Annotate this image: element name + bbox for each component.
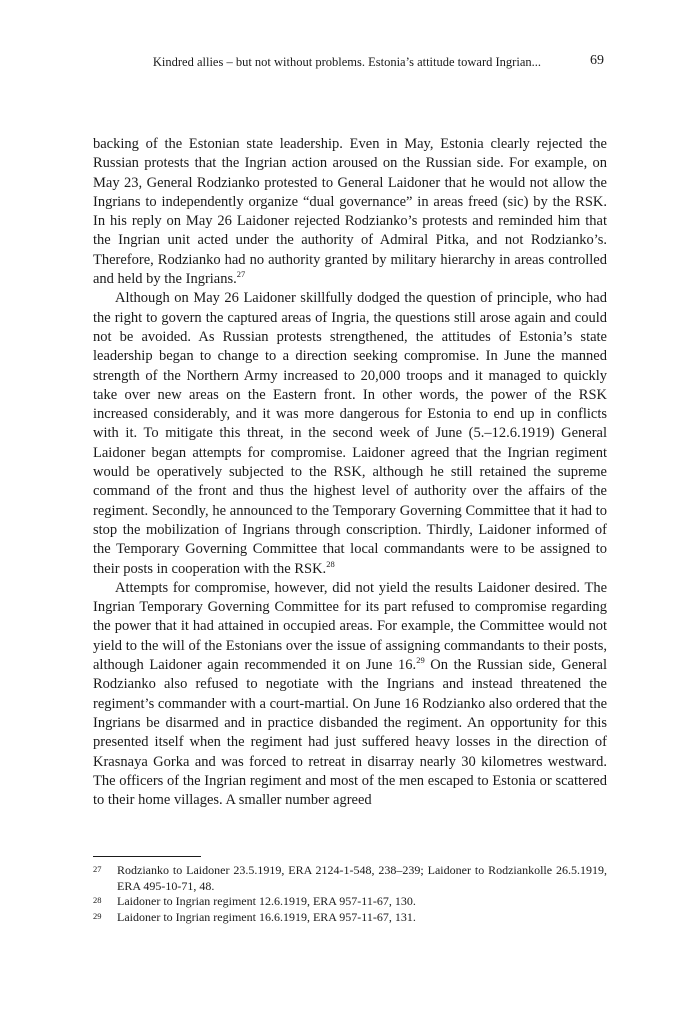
footnote-ref: 27 <box>236 269 246 280</box>
footnote <box>93 894 607 910</box>
footnote-number: 27 <box>93 864 102 874</box>
paragraph <box>93 579 607 811</box>
paragraph-text: On the Russian side, General Rodzianko also refused to negotiate with the Ingrians and instead threatened the regiment’s commander with a court-martial. On June 16 Rodzianko also ordered that the Ingrians be disarmed and in practice disbanded the regiment. An opportunity for this presented itself when the regiment had just suffered heavy losses in the direction of Krasnaya Gorka and was forced to retreat in disarray nearly 30 kilometres westward. The officers of the Ingrian regiment and most of the men escaped to Estonia or scattered to their home villages. A smaller number agreed <box>93 657 607 809</box>
paragraph-text: Although on May 26 Laidoner skillfully dodged the question of principle, who had the right to govern the captured areas of Ingria, the questions still arose again and could not be avoided. As Russian protests strengthened, the attitudes of Estonia’s state leadership began to change to a direction seeking compromise. In June the manned strength of the Northern Army increased to 20,000 troops and it managed to quickly take over new areas on the Eastern front. In other words, the power of the RSK increased considerably, and it was more dangerous for Estonia to end up in conflicts with it. To mitigate this threat, in the second week of June (5.–12.6.1919) General Laidoner began attempts for compromise. Laidoner agreed that the Ingrian regiment would be operatively subjected to the RSK, although he still retained the supreme command of the front and thus the highest level of authority over the affairs of the regiment. Secondly, he announced to the Temporary Governing Committee that it had to stop the mobilization of Ingrians through conscription. Thirdly, Laidoner informed of the Temporary Governing Committee that local commandants were to be assigned to their posts in cooperation with the RSK. <box>93 290 607 577</box>
footnote <box>93 863 607 894</box>
footnote-text: Laidoner to Ingrian regiment 12.6.1919, ERA 957-11-67, 130. <box>117 894 416 908</box>
paragraph <box>93 289 607 578</box>
footnote-number: 28 <box>93 895 102 905</box>
running-title: Kindred allies – but not without problems. Estonia’s attitude toward Ingrian... <box>152 55 541 69</box>
footnote-number: 29 <box>93 910 102 921</box>
paragraph <box>93 135 607 289</box>
footnote-text: Rodzianko to Laidoner 23.5.1919, ERA 2124-1-548, 238–239; Laidoner to Rodziankolle 26.5.1919, ERA 495-10-71, 48. <box>117 863 607 893</box>
paragraph-text: Attempts for compromise, however, did not yield the results Laidoner desired. The Ingrian Temporary Governing Committee for its part refused to compromise regarding the power that it had attained in occupied areas. For example, the Committee would not yield to the will of the Estonians over the issue of assigning commandants to their posts, although Laidoner again recommended it on June 16. <box>93 579 607 674</box>
footnote <box>93 910 607 926</box>
footnote-ref: 29 <box>416 655 425 666</box>
page-number: 69 <box>590 53 604 68</box>
footnotes <box>93 863 607 925</box>
main-text <box>93 135 607 810</box>
footnote-ref: 28 <box>326 558 335 569</box>
footnote-text: Laidoner to Ingrian regiment 16.6.1919, ERA 957-11-67, 131. <box>117 909 416 924</box>
paragraph-text: backing of the Estonian state leadership. Even in May, Estonia clearly rejected the Russian protests that the Ingrian action aroused on the Russian side. For example, on May 23, General Rodzianko protested to General Laidoner that he would not allow the Ingrians to independently organize “dual governance” in areas freed (sic) by the RSK. In his reply on May 26 Laidoner rejected Rodzianko’s protests and reminded him that the Ingrian unit acted under the authority of Admiral Pitka, and not Rodzianko’s. Therefore, Rodzianko had no authority granted by military hierarchy in areas controlled and held by the Ingrians. <box>93 136 607 288</box>
footnote-separator <box>93 856 201 857</box>
